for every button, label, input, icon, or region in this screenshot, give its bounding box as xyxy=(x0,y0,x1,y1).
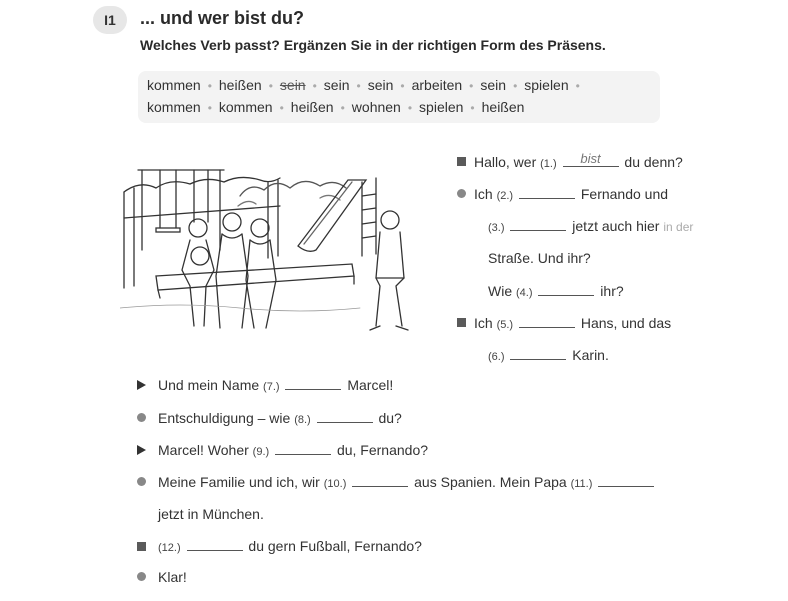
word-bank-word: heißen xyxy=(218,77,262,93)
word-bank-word: heißen xyxy=(481,99,525,115)
answer-blank-4[interactable] xyxy=(538,283,594,296)
dialogue-line-8: Und mein Name (7.) Marcel! xyxy=(158,377,394,393)
word-bank-word: sein xyxy=(480,77,507,93)
dialogue-line-5: Wie (4.) ihr? xyxy=(488,283,624,299)
answer-blank-11[interactable] xyxy=(598,474,654,487)
word-bank-word: spielen xyxy=(524,77,569,93)
dialogue-line-11: Meine Familie und ich, wir (10.) aus Spanien. Mein Papa (11.) xyxy=(158,474,656,490)
answer-blank-7[interactable] xyxy=(285,377,341,390)
exercise-instruction: Welches Verb passt? Ergänzen Sie in der richtigen Form des Präsens. xyxy=(140,37,606,53)
exercise-title: ... und wer bist du? xyxy=(140,8,304,28)
answer-blank-8[interactable] xyxy=(317,410,373,423)
fence xyxy=(124,177,280,288)
word-bank-word: heißen xyxy=(290,99,334,115)
slide xyxy=(298,178,376,256)
word-bank xyxy=(138,71,660,123)
word-bank-word: kommen xyxy=(147,99,201,115)
answer-blank-9[interactable] xyxy=(275,442,331,455)
speaker-triangle-marker xyxy=(137,445,146,455)
speaker-dot-marker xyxy=(137,477,146,486)
sandbox xyxy=(156,264,354,298)
dialogue-line-2: Ich (2.) Fernando und xyxy=(474,186,669,202)
word-bank-word: wohnen xyxy=(351,99,401,115)
answer-blank-12[interactable] xyxy=(187,538,243,551)
word-bank-word: sein xyxy=(323,77,350,93)
word-bank-word: kommen xyxy=(218,99,273,115)
word-bank-word: spielen xyxy=(419,99,464,115)
answer-blank-5[interactable] xyxy=(519,315,575,328)
dialogue-line-13: (12.) du gern Fußball, Fernando? xyxy=(158,538,422,554)
word-bank-row-2: kommen • kommen • heißen • wohnen • spielen • heißen xyxy=(147,99,525,115)
dialogue-line-7: (6.) Karin. xyxy=(488,347,609,363)
playground-illustration xyxy=(120,158,450,340)
answer-blank-1[interactable]: bist xyxy=(563,154,619,167)
dialogue-line-1: Hallo, wer (1.) bist du denn? xyxy=(474,151,683,170)
speaker-square-marker xyxy=(457,318,466,327)
dialogue-line-14: Klar! xyxy=(158,569,187,585)
dialogue-line-3: (3.) jetzt auch hier in der xyxy=(488,218,694,234)
dialogue-line-12: jetzt in München. xyxy=(158,506,264,522)
answer-blank-6[interactable] xyxy=(510,347,566,360)
word-bank-word: kommen xyxy=(147,77,201,93)
answer-blank-3[interactable] xyxy=(510,218,566,231)
speaker-dot-marker xyxy=(137,413,146,422)
dialogue-line-6: Ich (5.) Hans, und das xyxy=(474,315,672,331)
dialogue-line-9: Entschuldigung – wie (8.) du? xyxy=(158,410,402,426)
answer-blank-10[interactable] xyxy=(352,474,408,487)
word-bank-word-crossed: sein xyxy=(279,77,306,93)
speaker-square-marker xyxy=(137,542,146,551)
dialogue-line-4: Straße. Und ihr? xyxy=(488,250,591,266)
word-bank-row-1: kommen • heißen • sein • sein • sein • arbeiten • sein • spielen • xyxy=(147,77,580,93)
word-bank-word: arbeiten xyxy=(411,77,463,93)
answer-blank-2[interactable] xyxy=(519,186,575,199)
speaker-dot-marker xyxy=(457,189,466,198)
children-group xyxy=(182,213,276,328)
word-bank-word: sein xyxy=(367,77,394,93)
speaker-dot-marker xyxy=(137,572,146,581)
speaker-square-marker xyxy=(457,157,466,166)
speaker-triangle-marker xyxy=(137,380,146,390)
exercise-number-badge: I1 xyxy=(93,6,127,34)
dialogue-line-10: Marcel! Woher (9.) du, Fernando? xyxy=(158,442,429,458)
bushes xyxy=(238,181,346,206)
